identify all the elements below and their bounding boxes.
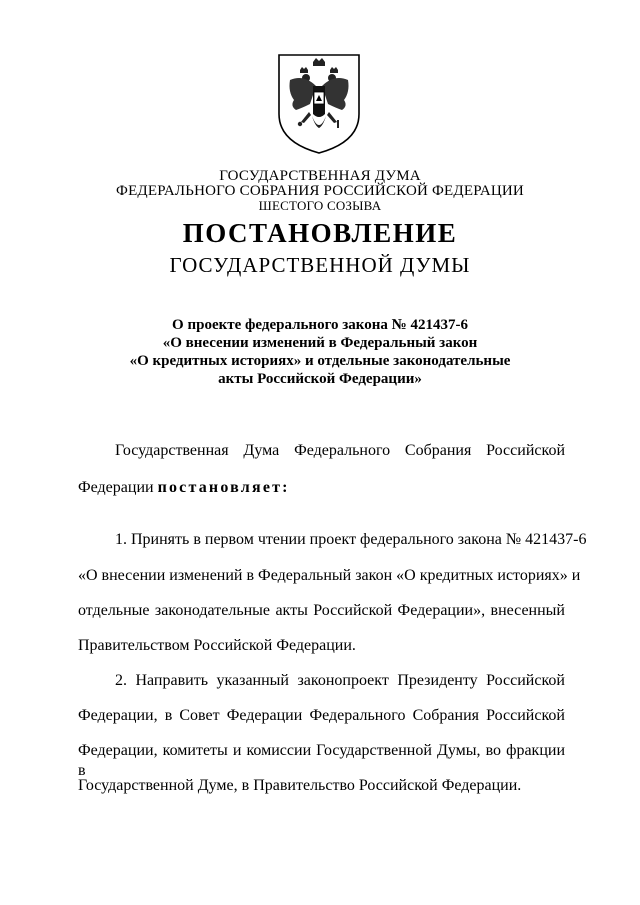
subject-line-3: «О кредитных историях» и отдельные законодательные [129,353,511,369]
subject-line-4: акты Российской Федерации» [218,371,422,387]
preamble-start: Федерации [78,479,154,496]
coat-of-arms-emblem [276,52,362,156]
document-title: ПОСТАНОВЛЕНИЕ [182,218,458,248]
preamble-line-1: Государственная Дума Федерального Собрания Российской [115,442,565,459]
header-line-3: ШЕСТОГО СОЗЫВА [258,198,382,213]
paragraph-2-line-2: Федерации, в Совет Федерации Федерального Собрания Российской [78,707,565,724]
subject-line-1: О проекте федерального закона № 421437-6 [172,317,468,333]
paragraph-2-line-3: Федерации, комитеты и комиссии Государственной Думы, во фракции в [78,742,565,779]
header-line-2: ФЕДЕРАЛЬНОГО СОБРАНИЯ РОССИЙСКОЙ ФЕДЕРАЦИИ [116,183,524,199]
header-line-1: ГОСУДАРСТВЕННАЯ ДУМА [219,168,421,184]
subject-line-2: «О внесении изменений в Федеральный закон [162,335,478,351]
paragraph-1-line-3: отдельные законодательные акты Российской Федерации», внесенный [78,602,565,619]
paragraph-2-line-4: Государственной Думе, в Правительство Российской Федерации. [78,777,522,794]
paragraph-1-line-1: 1. Принять в первом чтении проект федерального закона № 421437-6 [115,531,587,548]
paragraph-2-line-1: 2. Направить указанный законопроект Президенту Российской [115,672,565,689]
paragraph-1-line-4: Правительством Российской Федерации. [78,637,356,654]
document-subtitle: ГОСУДАРСТВЕННОЙ ДУМЫ [169,253,471,277]
paragraph-1-line-2: «О внесении изменений в Федеральный закон «О кредитных историях» и [78,567,581,584]
preamble-line-2 [78,478,565,498]
preamble-resolves: постановляет: [157,479,290,496]
